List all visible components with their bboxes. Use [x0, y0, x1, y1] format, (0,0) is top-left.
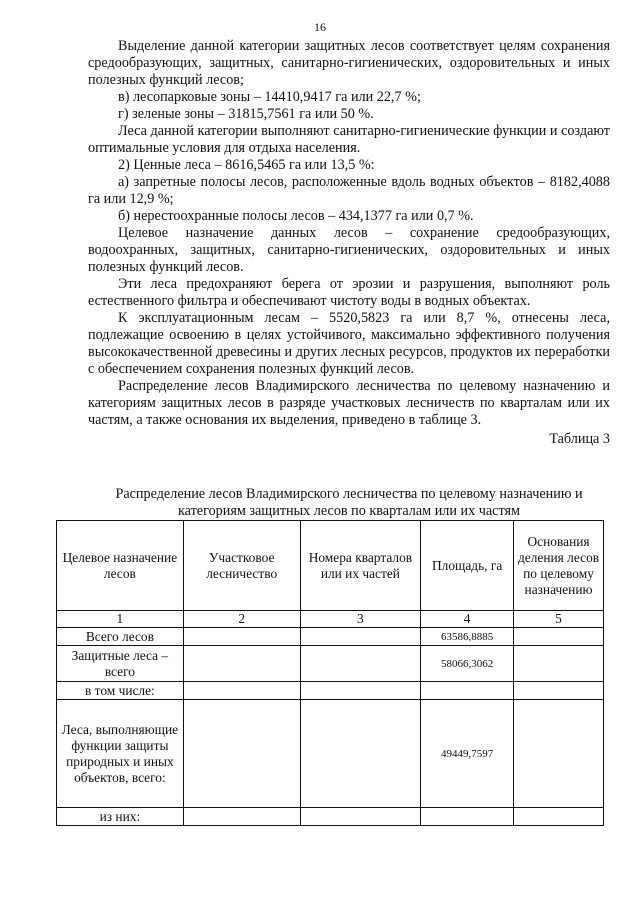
table-row — [57, 700, 604, 808]
table-cell — [421, 682, 514, 700]
column-number-cell: 1 — [57, 611, 184, 628]
table-cell — [183, 808, 300, 826]
body-text — [88, 38, 610, 448]
table-cell: в том числе: — [57, 682, 184, 700]
paragraph: Выделение данной категории защитных лесов соответствует целям сохранения средообразующих, защитных, санитарно-гигиенических, оздоровительных и иных полезных функций лесов; — [88, 38, 610, 88]
table-cell — [300, 682, 421, 700]
table-cell: Защитные леса – всего — [57, 646, 184, 682]
table-cell: 49449,7597 — [421, 700, 514, 808]
table-cell — [183, 682, 300, 700]
paragraph: 2) Ценные леса – 8616,5465 га или 13,5 %: — [118, 157, 375, 173]
paragraph: б) нерестоохранные полосы лесов – 434,1377 га или 0,7 %. — [118, 208, 474, 224]
header-cell: Площадь, га — [421, 521, 514, 611]
paragraph: К эксплуатационным лесам – 5520,5823 га или 8,7 %, отнесены леса, подлежащие освоению в целях устойчивого, максимально эффективного получения высококачественной древесины и других лесных ресурсов, продуктов их переработки с обеспечением сохранения полезных функций лесов. — [88, 310, 610, 377]
table-cell — [514, 646, 604, 682]
table-cell — [183, 628, 300, 646]
column-number-cell: 2 — [183, 611, 300, 628]
column-number-cell: 4 — [421, 611, 514, 628]
table-cell: 63586,8885 — [421, 628, 514, 646]
table-cell — [514, 628, 604, 646]
table-caption: Распределение лесов Владимирского лесничества по целевому назначению и категориям защитных лесов по кварталам или их частям — [115, 486, 583, 519]
column-number-row — [57, 611, 604, 628]
header-cell: Участковое лесничество — [183, 521, 300, 611]
table-label: Таблица 3 — [549, 431, 610, 447]
table-cell — [421, 808, 514, 826]
header-cell: Номера кварталов или их частей — [300, 521, 421, 611]
table-row — [57, 628, 604, 646]
table-row — [57, 682, 604, 700]
column-number-cell: 5 — [514, 611, 604, 628]
paragraph: а) запретные полосы лесов, расположенные вдоль водных объектов – 8182,4088 га или 12,9 %; — [88, 174, 610, 207]
table-cell — [183, 700, 300, 808]
paragraph: в) лесопарковые зоны – 14410,9417 га или 22,7 %; — [118, 89, 421, 105]
table-cell — [300, 646, 421, 682]
paragraph: Распределение лесов Владимирского лесничества по целевому назначению и категориям защитных лесов в разряде участковых лесничеств по кварталам или их частям, а также основания их выделения, приведено в таблице 3. — [88, 378, 610, 428]
table-cell — [300, 700, 421, 808]
table-header-row — [57, 521, 604, 611]
header-cell: Целевое назначение лесов — [57, 521, 184, 611]
table-cell: 58066,3062 — [421, 646, 514, 682]
page-number: 16 — [314, 20, 326, 34]
paragraph: г) зеленые зоны – 31815,7561 га или 50 %. — [118, 106, 374, 122]
table-cell — [514, 808, 604, 826]
paragraph: Целевое назначение данных лесов – сохранение средообразующих, водоохранных, защитных, санитарно-гигиенических, оздоровительных и иных полезных функций лесов. — [88, 225, 610, 275]
table-row — [57, 646, 604, 682]
table-cell — [514, 682, 604, 700]
distribution-table — [56, 520, 604, 826]
header-cell: Основания деления лесов по целевому назначению — [514, 521, 604, 611]
table-cell: Леса, выполняющие функции защиты природных и иных объектов, всего: — [57, 700, 184, 808]
column-number-cell: 3 — [300, 611, 421, 628]
table-cell — [514, 700, 604, 808]
table-cell — [300, 808, 421, 826]
paragraph: Эти леса предохраняют берега от эрозии и разрушения, выполняют роль естественного фильтра и обеспечивают чистоту воды в водных объектах. — [88, 276, 610, 309]
table-cell — [300, 628, 421, 646]
table-cell — [183, 646, 300, 682]
table-cell: Всего лесов — [57, 628, 184, 646]
paragraph: Леса данной категории выполняют санитарно-гигиенические функции и создают оптимальные условия для отдыха населения. — [88, 123, 610, 156]
table-row — [57, 808, 604, 826]
table-cell: из них: — [57, 808, 184, 826]
